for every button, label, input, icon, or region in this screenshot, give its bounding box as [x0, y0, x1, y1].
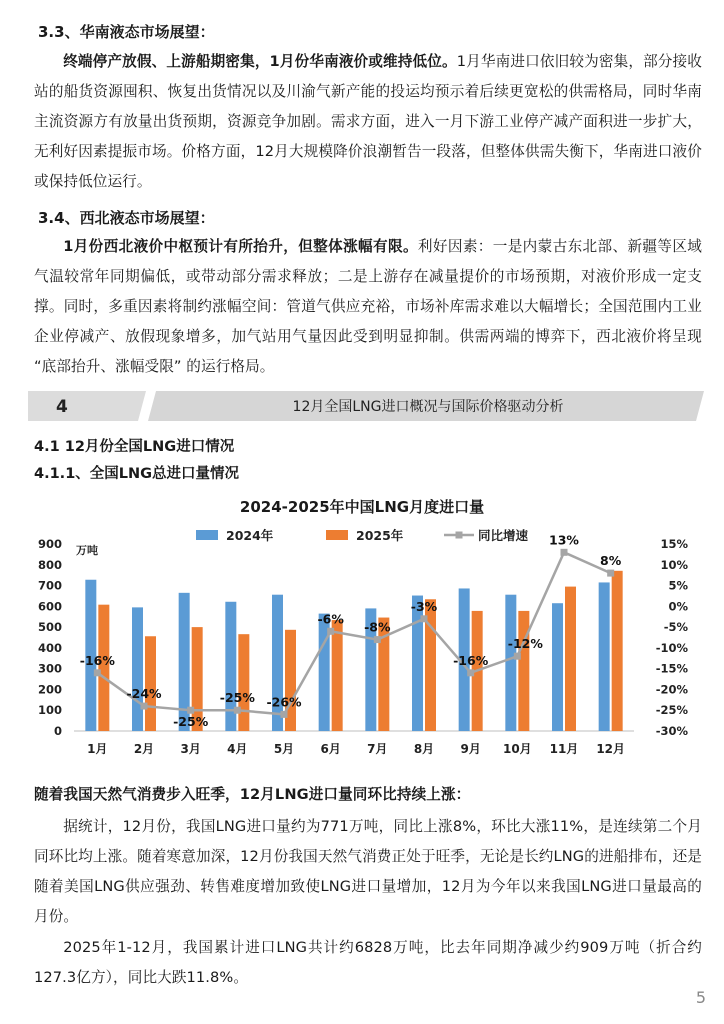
legend-label: 2025年 [356, 528, 404, 543]
subsection-4-1-1: 4.1.1、全国LNG总进口量情况 [34, 466, 240, 482]
bar-2025 [332, 620, 343, 731]
yoy-growth-marker [234, 707, 241, 714]
subsection-4-1: 4.1 12月份全国LNG进口情况 [34, 439, 235, 455]
y2-axis-tick-label: 15% [660, 537, 688, 551]
section-3-4-heading: 3.4、西北液态市场展望： [38, 209, 215, 227]
section-4-paragraph-2: 2025年1-12月，我国累计进口LNG共计约6828万吨，比去年同期净减少约909万吨（折合约127.3亿方），同比大跌11.8%。 [34, 939, 702, 986]
yoy-growth-data-label: -8% [364, 619, 391, 635]
yoy-growth-line [97, 552, 610, 714]
yoy-growth-marker [374, 636, 381, 643]
page-number: 5 [695, 988, 706, 1007]
bar-2025 [518, 611, 529, 731]
yoy-growth-data-label: -26% [266, 694, 302, 710]
yoy-growth-marker [327, 628, 334, 635]
yoy-growth-data-label: -6% [317, 611, 344, 627]
x-axis-tick-label: 6月 [320, 742, 341, 756]
section-3-4-body: 利好因素：一是内蒙古东北部、新疆等区域气温较常年同期偏低，或带动部分需求释放；二是上游存在减量提价的市场预期，对液价形成一定支撑。同时，多重因素将制约涨幅空间：管道气供应充裕，市场补库需求难以大幅增长；全国范围内工业企业停减产、放假现象增多，加气站用气量因此受到明显抑制。供需两端的博弈下，西北液价将呈现 “底部抬升、涨幅受限” 的运行格局。 [34, 238, 702, 375]
section-4-lead: 随着我国天然气消费步入旺季，12月LNG进口量同环比持续上涨： [34, 786, 471, 803]
x-axis-tick-label: 1月 [87, 742, 108, 756]
y-axis-tick-label: 600 [37, 599, 62, 614]
yoy-growth-marker [94, 669, 101, 676]
y-axis-tick-label: 0 [53, 724, 62, 738]
x-axis-tick-label: 7月 [367, 742, 388, 756]
legend-swatch [196, 530, 218, 540]
x-axis-tick-label: 9月 [460, 742, 481, 756]
y-axis-tick-label: 800 [37, 557, 62, 572]
y-axis-unit-label: 万吨 [76, 544, 98, 557]
y-axis-tick-label: 100 [37, 703, 62, 718]
legend-label: 同比增速 [478, 528, 529, 543]
y2-axis-tick-label: -25% [655, 703, 688, 718]
y2-axis-tick-label: -30% [655, 724, 688, 738]
y-axis-tick-label: 900 [37, 537, 62, 551]
yoy-growth-marker [141, 703, 148, 710]
y2-axis-tick-label: 10% [660, 557, 688, 572]
x-axis-tick-label: 2月 [133, 742, 155, 756]
section-3-3-heading: 3.3、华南液态市场展望： [38, 23, 215, 41]
yoy-growth-data-label: -25% [219, 690, 255, 706]
y-axis-tick-label: 200 [37, 682, 62, 697]
bar-2024 [132, 607, 143, 731]
legend-label: 2024年 [226, 528, 274, 543]
section-3-3-lead: 终端停产放假、上游船期密集，1月份华南液价或维持低位。 [63, 53, 457, 70]
x-axis-tick-label: 4月 [227, 742, 248, 756]
legend-swatch-marker [456, 532, 463, 539]
bar-2024 [552, 603, 563, 731]
y2-axis-tick-label: -5% [663, 620, 688, 635]
section-3-3-body: 1月华南进口依旧较为密集，部分接收站的船货资源囤积、恢复出货情况以及川渝气新产能的投运均预示着后续更宽松的供需格局，同时华南主流资源方有放量出货预期，资源竞争加剧。需求方面，进入一月下游工业停产减产面积进一步扩大，无利好因素提振市场。价格方面，12月大规模降价浪潮暂告一段落，但整体供需失衡下，华南进口液价或保持低位运行。 [34, 53, 702, 190]
x-axis-tick-label: 11月 [549, 742, 579, 756]
yoy-growth-marker [467, 669, 474, 676]
bar-2024 [599, 582, 610, 731]
bar-2025 [612, 571, 623, 731]
yoy-growth-data-label: -16% [453, 652, 489, 668]
yoy-growth-marker [514, 653, 521, 660]
y2-axis-tick-label: 5% [668, 578, 688, 593]
y2-axis-tick-label: 0% [668, 599, 688, 614]
yoy-growth-data-label: 8% [600, 553, 622, 569]
yoy-growth-data-label: 13% [549, 532, 579, 548]
chart-title: 2024-2025年中国LNG月度进口量 [239, 498, 485, 516]
y2-axis-tick-label: -10% [655, 640, 688, 655]
yoy-growth-data-label: -16% [79, 652, 115, 668]
section-3-4-lead: 1月份西北液价中枢预计有所抬升，但整体涨幅有限。 [63, 238, 418, 255]
bar-2025 [238, 634, 249, 731]
y-axis-tick-label: 700 [37, 578, 62, 593]
yoy-growth-marker [561, 549, 568, 556]
yoy-growth-data-label: -25% [173, 714, 209, 730]
legend-swatch [326, 530, 348, 540]
bar-2024 [272, 595, 283, 731]
yoy-growth-marker [281, 711, 288, 718]
x-axis-tick-label: 8月 [413, 742, 435, 756]
banner-number: 4 [56, 397, 68, 417]
section-4-banner [28, 391, 704, 421]
x-axis-tick-label: 3月 [180, 742, 201, 756]
section-3-4-paragraph [34, 232, 702, 382]
yoy-growth-marker [421, 615, 428, 622]
x-axis-tick-label: 12月 [596, 742, 626, 756]
banner-number-box [28, 391, 146, 421]
y-axis-tick-label: 300 [37, 661, 62, 676]
yoy-growth-data-label: -12% [507, 636, 543, 652]
bar-2025 [565, 587, 576, 731]
yoy-growth-marker [187, 707, 194, 714]
banner-title: 12月全国LNG进口概况与国际价格驱动分析 [292, 399, 564, 415]
x-axis-tick-label: 5月 [273, 742, 295, 756]
bar-2025 [145, 636, 156, 731]
y2-axis-tick-label: -15% [655, 661, 688, 676]
yoy-growth-marker [607, 570, 614, 577]
yoy-growth-data-label: -24% [126, 686, 162, 702]
yoy-growth-data-label: -3% [410, 598, 438, 614]
bar-2024 [505, 595, 516, 731]
x-axis-tick-label: 10月 [502, 742, 532, 756]
bar-2025 [98, 605, 109, 731]
lng-import-chart [0, 520, 724, 780]
y-axis-tick-label: 400 [37, 640, 62, 655]
y2-axis-tick-label: -20% [655, 682, 688, 697]
section-3-3-paragraph [34, 47, 702, 197]
y-axis-tick-label: 500 [37, 620, 62, 635]
section-4-paragraph-1: 据统计，12月份，我国LNG进口量约为771万吨，同比上涨8%，环比大涨11%，是连续第二个月同环比均上涨。随着寒意加深，12月份我国天然气消费正处于旺季，无论是长约LNG的进船排布，还是随着美国LNG供应强劲、转售难度增加致使LNG进口量增加，12月为今年以来我国LNG进口量最高的月份。 [34, 818, 702, 925]
